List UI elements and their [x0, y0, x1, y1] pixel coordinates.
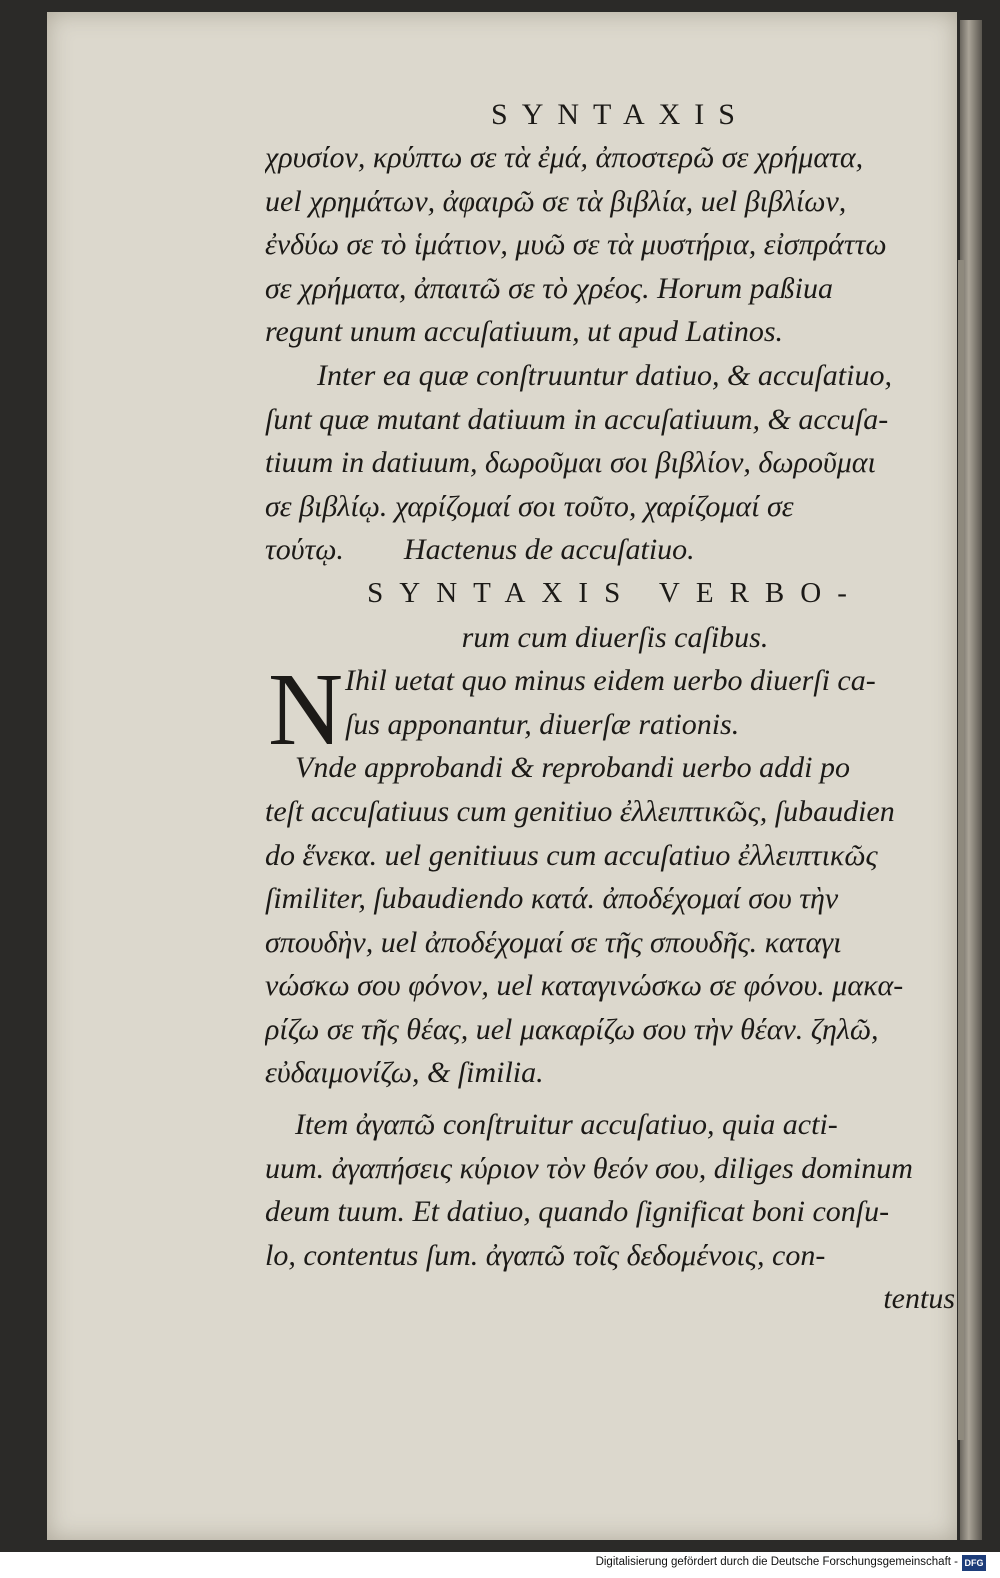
dfg-logo: DFG [962, 1555, 986, 1571]
text-line: uum. ἀγαπήσεις κύριον τὸν θεόν σου, diliges dominum [265, 1151, 913, 1185]
text-line: Vnde approbandi & reprobandi uerbo addi po [295, 751, 850, 785]
text-line: ἐνδύω σε τὸ ἱμάτιον, μυῶ σε τὰ μυστήρια, εἰσπράττω [265, 228, 887, 262]
text-line: do ἕνεκα. uel genitiuus cum accuſatiuo ἐλλειπτικῶς [265, 838, 878, 872]
page-text [265, 98, 965, 1321]
running-head: SYNTAXIS [491, 98, 749, 131]
text-line: ρίζω σε τῆς θέας, uel μακαρίζω σου τὴν θέαν. ζηλῶ, [265, 1012, 879, 1046]
text-line: ſunt quæ mutant datiuum in accuſatiuum, & accuſa- [265, 402, 889, 436]
text-line: τούτῳ. Hactenus de accuſatiuo. [265, 533, 695, 567]
text-line: σε βιβλίῳ. χαρίζομαί σοι τοῦτο, χαρίζομαί σε [265, 489, 794, 523]
text-line: νώσκω σου φόνον, uel καταγινώσκω σε φόνου. μακα- [265, 969, 904, 1003]
section-heading: SYNTAXIS VERBO- [367, 576, 863, 609]
text-line: uel χρημάτων, ἀφαιρῶ σε τὰ βιβλία, uel βιβλίων, [265, 184, 847, 218]
section-subheading: rum cum diuerſis caſibus. [461, 620, 769, 654]
catchword: tentus [883, 1282, 955, 1316]
text-line: lo, contentus ſum. ἀγαπῶ τοῖς δεδομένοις, con- [265, 1238, 826, 1272]
text-line: tiuum in datiuum, δωροῦμαι σοι βιβλίον, δωροῦμαι [265, 446, 876, 480]
text-line: ſimiliter, ſubaudiendo κατά. ἀποδέχομαί σου τὴν [265, 882, 839, 916]
text-line: regunt unum accuſatiuum, ut apud Latinos. [265, 315, 784, 349]
text-line: χρυσίον, κρύπτω σε τὰ ἐμά, ἀποστερῶ σε χρήματα, [265, 141, 864, 174]
funding-credit: Digitalisierung gefördert durch die Deutsche Forschungsgemeinschaft - [595, 1556, 958, 1568]
text-line: ſus apponantur, diuerſæ rationis. [345, 707, 740, 741]
text-line: teſt accuſatiuus cum genitiuo ἐλλειπτικῶς, ſubaudien [265, 794, 895, 828]
text-line: Inter ea quæ conſtruuntur datiuo, & accuſatiuo, [317, 358, 892, 392]
text-line: deum tuum. Et datiuo, quando ſignificat boni conſu- [265, 1195, 890, 1229]
text-line: εὐδαιμονίζω, & ſimilia. [265, 1056, 544, 1090]
dropcap-letter: N [268, 652, 344, 768]
text-line: σε χρήματα, ἀπαιτῶ σε τὸ χρέος. Horum paßiua [265, 271, 833, 305]
text-line: σπουδὴν, uel ἀποδέχομαί σε τῆς σπουδῆς. καταγι [265, 925, 842, 959]
text-line: Ihil uetat quo minus eidem uerbo diuerſi ca- [345, 664, 876, 698]
text-line: Item ἀγαπῶ conſtruitur accuſatiuo, quia acti- [295, 1108, 838, 1142]
